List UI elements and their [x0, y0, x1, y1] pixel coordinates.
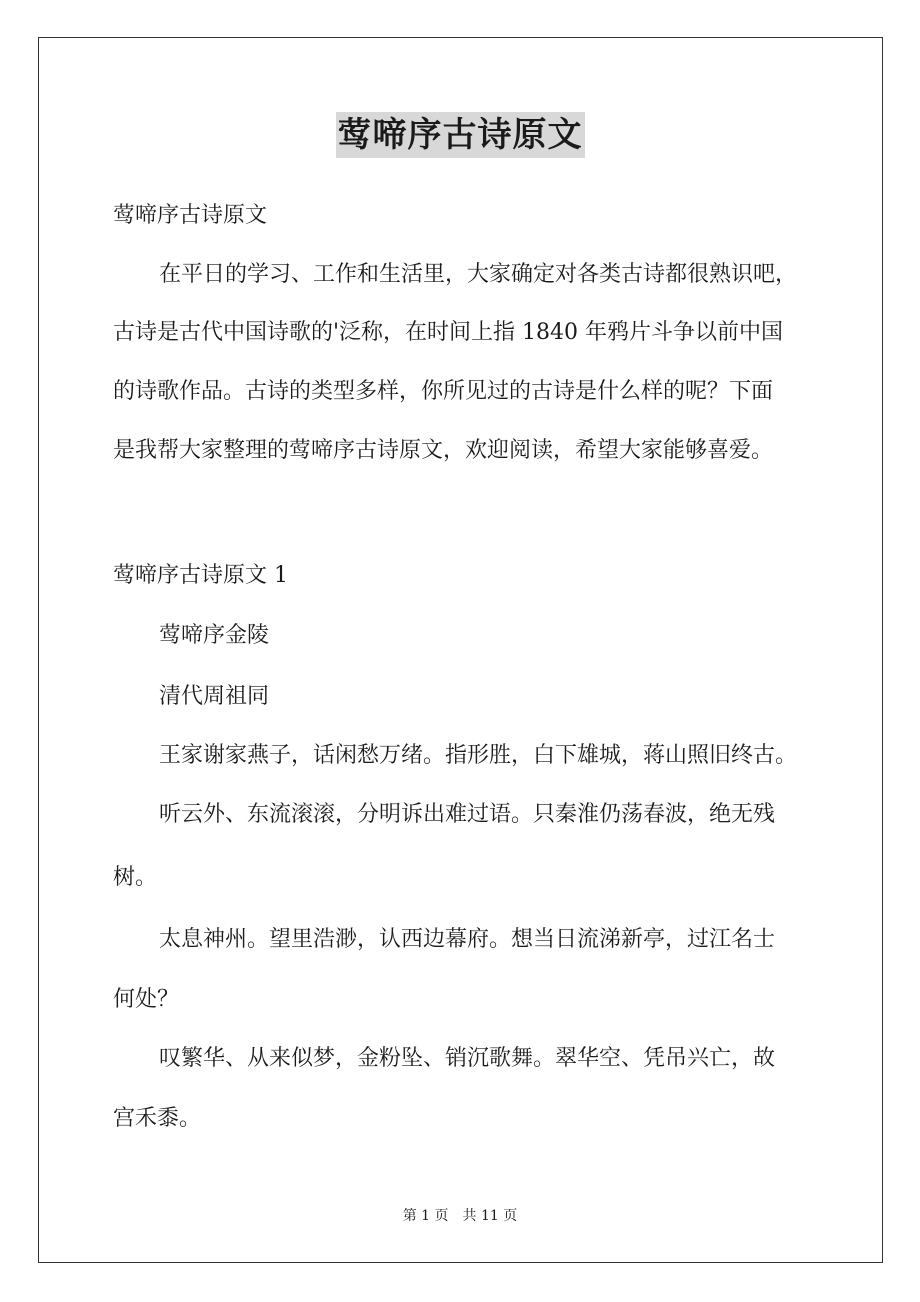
- page-total: 共 11 页: [462, 1208, 518, 1224]
- poem-line-6: 叹繁华、从来似梦，金粉坠、销沉歌舞。翠华空、凭吊兴亡，故: [159, 1046, 776, 1071]
- poem-line-3: 树。: [113, 865, 158, 890]
- page-footer: [0, 1206, 920, 1226]
- poem-line-1: 王家谢家燕子，话闲愁万绪。指形胜，白下雄城，蒋山照旧终古。: [159, 743, 798, 768]
- poem-line-2: 听云外、东流滚滚，分明诉出难过语。只秦淮仍荡春波，绝无残: [159, 802, 776, 827]
- document-title: 莺啼序古诗原文: [336, 112, 585, 158]
- intro-line-4: 是我帮大家整理的莺啼序古诗原文，欢迎阅读，希望大家能够喜爱。: [113, 438, 774, 463]
- poem-line-4: 太息神州。望里浩渺，认西边幕府。想当日流涕新亭，过江名士: [159, 927, 776, 952]
- page-number: 第 1 页: [402, 1208, 449, 1224]
- title-container: [0, 112, 920, 158]
- poem-line-5: 何处？: [113, 987, 180, 1012]
- document-heading: 莺啼序古诗原文: [113, 203, 268, 228]
- intro-line-2: 古诗是古代中国诗歌的'泛称，在时间上指 1840 年鸦片斗争以前中国: [113, 320, 784, 345]
- intro-line-1: 在平日的学习、工作和生活里，大家确定对各类古诗都很熟识吧，: [159, 262, 798, 287]
- intro-line-3: 的诗歌作品。古诗的类型多样，你所见过的古诗是什么样的呢？下面: [113, 379, 774, 404]
- poem-line-7: 宫禾黍。: [113, 1106, 202, 1131]
- section-heading: 莺啼序古诗原文 1: [113, 563, 288, 588]
- poem-author: 清代周祖同: [159, 684, 270, 709]
- poem-title: 莺啼序金陵: [159, 623, 270, 648]
